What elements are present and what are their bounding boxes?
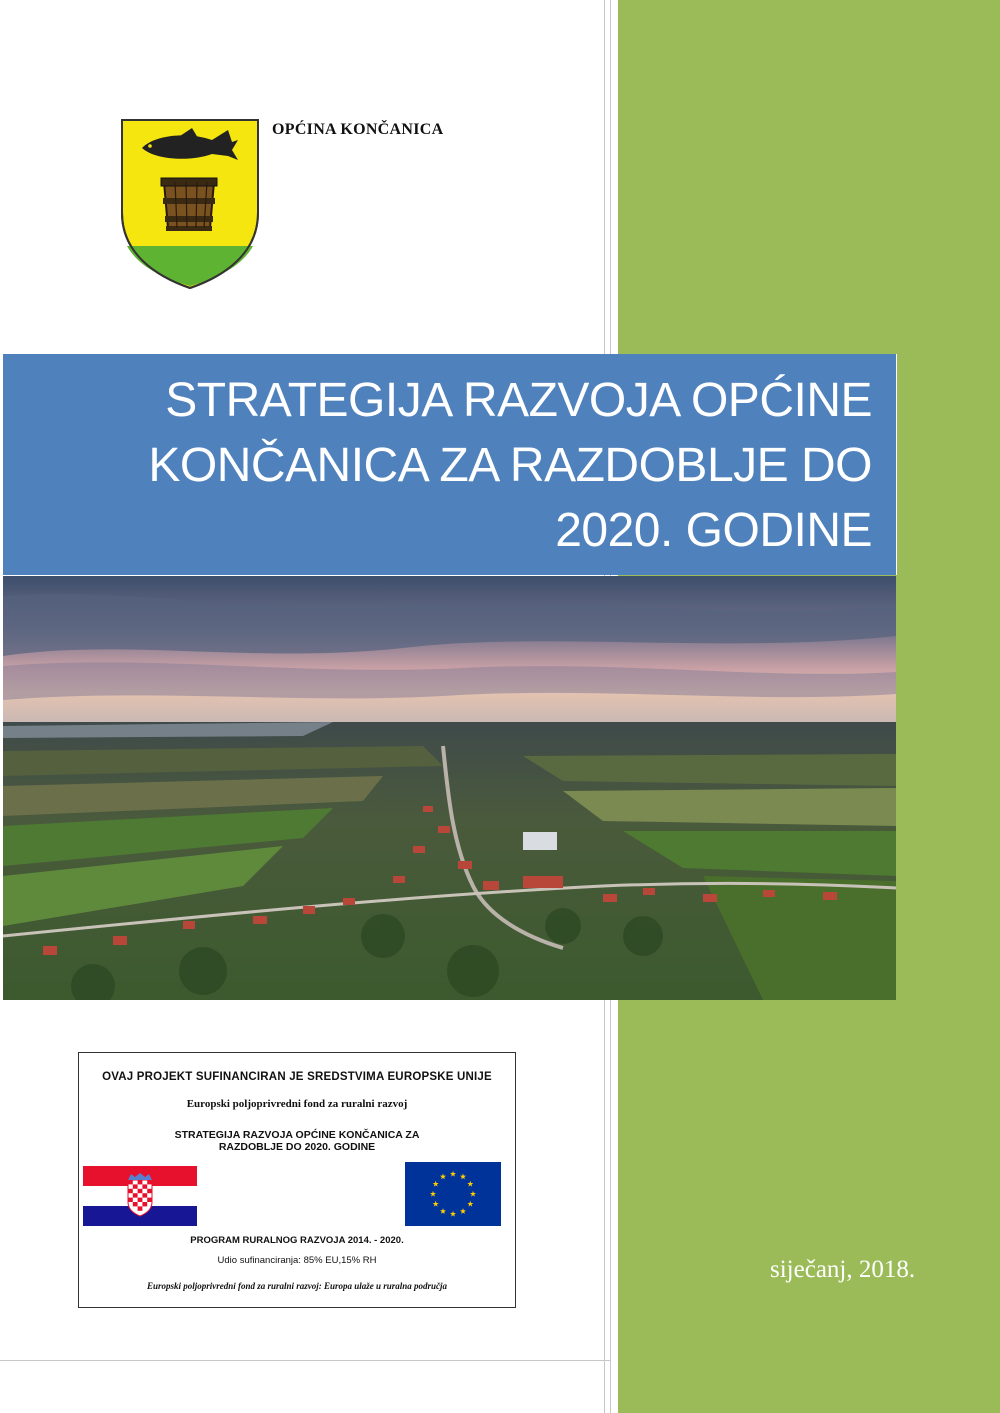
- eu-funding-box: [78, 1052, 516, 1308]
- title-line: KONČANICA ZA RAZDOBLJE DO: [148, 439, 872, 492]
- municipality-name: OPĆINA KONČANICA: [272, 121, 444, 138]
- title-line: STRATEGIJA RAZVOJA OPĆINE: [165, 374, 872, 427]
- croatian-flag-icon: [83, 1166, 197, 1226]
- cofinancing-share: Udio sufinanciranja: 85% EU,15% RH: [217, 1255, 377, 1266]
- document-title: [32, 368, 872, 563]
- project-title-line: STRATEGIJA RAZVOJA OPĆINE KONČANICA ZA: [174, 1129, 420, 1141]
- fund-name: Europski poljoprivredni fond za ruralni razvoj: [186, 1098, 408, 1110]
- title-banner: [3, 354, 897, 575]
- project-title: [79, 1129, 515, 1153]
- fund-motto: Europski poljoprivredni fond za ruralni razvoj: Europa ulaže u ruralna područja: [146, 1281, 448, 1291]
- aerial-photo: [3, 576, 896, 1000]
- eu-flag-icon: [405, 1162, 501, 1226]
- title-line: 2020. GODINE: [555, 504, 872, 557]
- project-title-line: RAZDOBLJE DO 2020. GODINE: [218, 1141, 376, 1153]
- program-name: PROGRAM RURALNOG RAZVOJA 2014. - 2020.: [190, 1235, 404, 1246]
- funding-heading: OVAJ PROJEKT SUFINANCIRAN JE SREDSTVIMA EUROPSKE UNIJE: [102, 1071, 492, 1083]
- footer-line: [0, 1360, 610, 1361]
- coat-of-arms-icon: [120, 118, 260, 290]
- publication-date: siječanj, 2018.: [770, 1256, 916, 1283]
